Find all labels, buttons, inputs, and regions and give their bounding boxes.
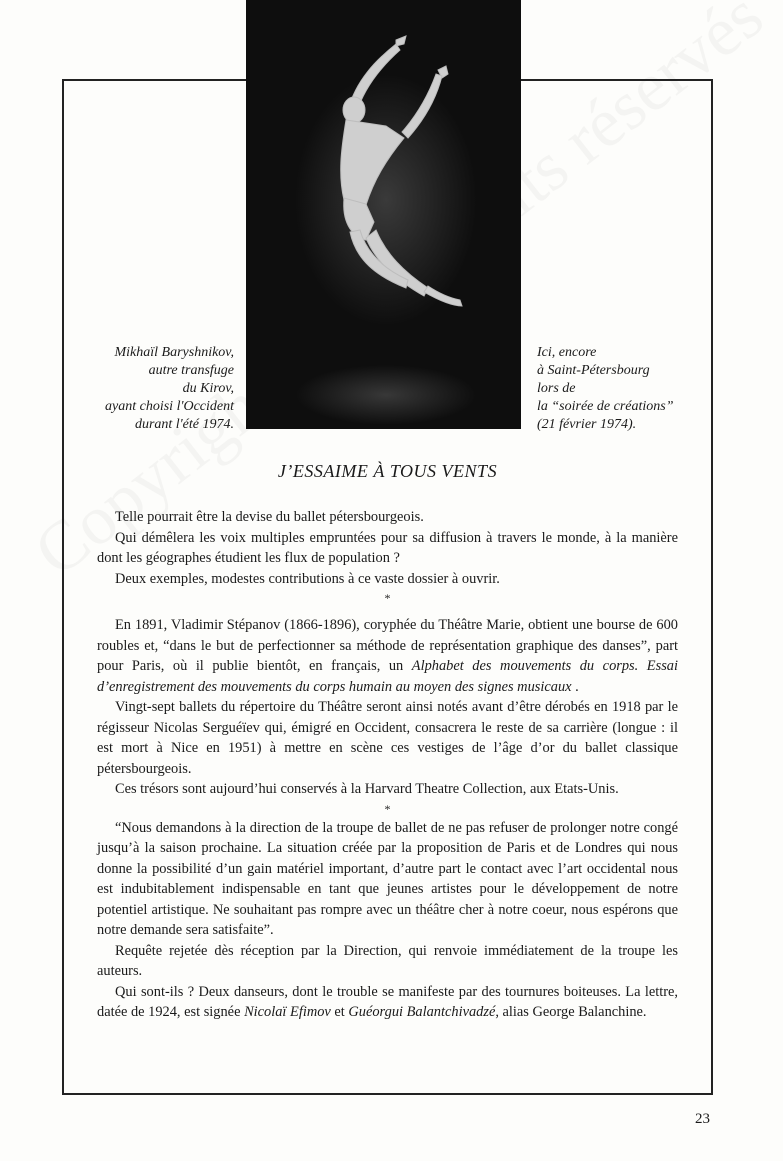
person-name: Nicolaï Efimov [244,1004,331,1020]
caption-line: Ici, encore [537,345,597,360]
caption-line: autre transfuge [148,363,234,378]
book-title: Alphabet des mouvements du corps. Essai d’enregistrement des mouvements du corps humain au moyen des signes musicaux [97,658,678,695]
dancer-silhouette-icon [246,0,521,429]
paragraph: “Nous demandons à la direction de la troupe de ballet de ne pas refuser de prolonger notre congé jusqu’à la saison prochaine. La situation créée par la proposition de Paris et de Londres qui nous donne la possibilité d’un gain matériel important, d’autre part le contact avec l’art occidental nous est indubitablement indispensable en tant que jeunes artistes pour le développement de notre potentiel artistique. Ne souhaitant pas rompre avec un théâtre cher à notre coeur, nous espérons que notre demande sera satisfaite”. [97,819,678,938]
paragraph: Vingt-sept ballets du répertoire du Théâtre seront ainsi notés avant d’être dérobés en 1918 par le régisseur Nicolas Serguéïev qui, émigré en Occident, consacrera le reste de sa carrière (longue : il est mort à Nice en 1951) à mettre en scène ces vestiges de l’âge d’or du ballet classique pétersbourgeois. [97,699,678,777]
caption-line: durant l'été 1974. [134,417,234,432]
photo-caption-left [84,344,234,434]
caption-line: du Kirov, [182,381,234,396]
caption-line: Mikhaïl Baryshnikov, [114,345,234,360]
section-separator: * [384,801,391,816]
caption-line: lors de [537,381,576,396]
photo-caption-right [537,344,707,434]
paragraph: Telle pourrait être la devise du ballet pétersbourgeois. [115,509,424,525]
paragraph-text: . [571,678,579,695]
paragraph-text: Qui sont-ils ? Deux danseurs, dont le trouble se manifeste par des tournures boiteuses. La lettre, datée de 1924, est signée [97,983,678,1020]
ballet-dancer-leaping-photo [246,0,521,429]
paragraph-text: et [330,1004,349,1020]
paragraph: Deux exemples, modestes contributions à ce vaste dossier à ouvrir. [115,570,500,587]
article-body [97,507,678,1023]
page-number: 23 [695,1111,710,1127]
paragraph [97,982,678,1023]
section-separator: * [384,591,391,605]
paragraph: Qui démêlera les voix multiples empruntées pour sa diffusion à travers le monde, à la manière dont les géographes étudient les flux de population ? [97,529,678,566]
caption-line: (21 février 1974). [537,417,637,432]
caption-line: à Saint-Pétersbourg [537,363,650,378]
paragraph-text: En 1891, Vladimir Stépanov (1866-1896), coryphée du Théâtre Marie, obtient une bourse de 600 roubles et, “dans le but de perfectionner sa méthode de représentation graphique des danses”, part pour Paris, où il publie bientôt, en français, un [97,617,678,674]
paragraph [97,615,678,697]
person-name: Guéorgui Balantchivadzé [348,1004,496,1020]
paragraph: Ces trésors sont aujourd’hui conservés à la Harvard Theatre Collection, aux Etats-Unis. [115,781,619,797]
paragraph-text: , alias George Balanchine. [495,1004,647,1020]
paragraph: Requête rejetée dès réception par la Direction, qui renvoie immédiatement de la troupe les auteurs. [97,942,678,979]
caption-line: ayant choisi l'Occident [105,399,234,414]
caption-line: la “soirée de créations” [537,399,674,414]
section-title: J’ESSAIME À TOUS VENTS [277,461,498,481]
